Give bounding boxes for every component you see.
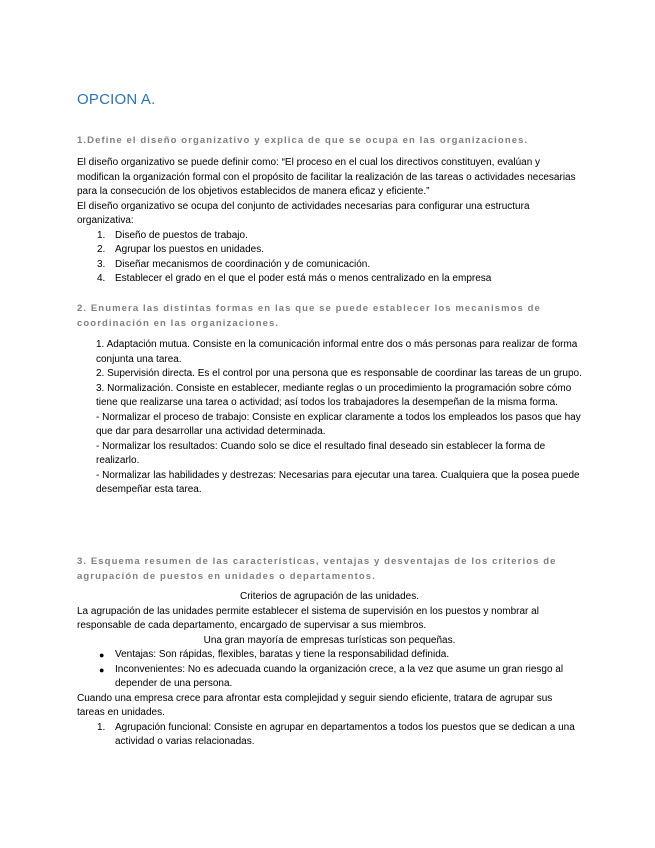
bullet-icon: ●	[99, 664, 105, 675]
question-3-bullets	[77, 648, 582, 692]
coordination-item: 3. Normalización. Consiste en establecer, mediante reglas o un procedimiento la programación sobre cómo tiene que realizarse una tarea o actividad; así todos los trabajadores la desempeñan de la misma forma.	[96, 382, 572, 408]
question-3-note: Una gran mayoría de empresas turísticas son pequeñas.	[203, 634, 456, 646]
question-2-heading: 2. Enumera las distintas formas en las que se puede establecer los mecanismos de coordinación en las organizaciones.	[77, 303, 541, 329]
question-1-body	[77, 156, 582, 287]
question-1-list	[77, 229, 582, 287]
question-3-list	[77, 721, 582, 750]
bullet-icon: ●	[99, 650, 105, 660]
question-3-intro: La agrupación de las unidades permite establecer el sistema de supervisión en los puestos y nombrar al responsable de cada departamento, encargado de supervisar a sus miembros.	[77, 605, 539, 631]
coordination-item: - Normalizar los resultados: Cuando solo se dice el resultado final deseado sin establecer la forma de realizarlo.	[96, 440, 546, 466]
list-item: 2. Agrupar los puestos en unidades.	[97, 244, 264, 255]
coordination-item: - Normalizar el proceso de trabajo: Consiste en explicar claramente a todos los empleados los pasos que hay que dar para desarrollar una actividad determinada.	[96, 411, 581, 437]
coordination-item: 1. Adaptación mutua. Consiste en la comunicación informal entre dos o más personas para realizar de forma conjunta una tarea.	[96, 339, 578, 365]
question-3-growth: Cuando una empresa crece para afrontar esta complejidad y seguir siendo eficiente, tratara de agrupar sus tareas en unidades.	[77, 692, 553, 718]
question-3-subtitle: Criterios de agrupación de las unidades.	[240, 591, 419, 602]
question-1-definition: El diseño organizativo se puede definir como: “El proceso en el cual los directivos constituyen, evalúan y modifican la organización formal con el propósito de facilitar la realización de las tareas o actividades necesarias para la consecución de los objetivos establecidos de manera eficaz y eficiente.”	[77, 157, 576, 197]
list-item: ● Ventajas: Son rápidas, flexibles, baratas y tiene la responsabilidad definida.	[77, 648, 582, 663]
question-1-heading: 1.Define el diseño organizativo y explica de que se ocupa en las organizaciones.	[77, 135, 529, 146]
list-item: ● Inconvenientes: No es adecuada cuando la organización crece, a la vez que asume un gran riesgo al depender de una persona.	[99, 663, 564, 689]
coordination-item: 2. Supervisión directa. Es el control por una persona que es responsable de coordinar las tareas de un grupo.	[96, 368, 582, 379]
question-3-heading: 3. Esquema resumen de las características, ventajas y desventajas de los criterios de agrupación de puestos en unidades o departamentos.	[77, 556, 557, 582]
question-2-body	[77, 338, 582, 498]
question-1-scope: El diseño organizativo se ocupa del conjunto de actividades necesarias para configurar una estructura organizativa:	[77, 200, 530, 226]
question-3-body	[77, 590, 582, 750]
list-item: 1. Diseño de puestos de trabajo.	[97, 229, 248, 241]
list-item: 4. Establecer el grado en el que el poder está más o menos centralizado en la empresa	[97, 273, 492, 284]
coordination-item: - Normalizar las habilidades y destrezas: Necesarias para ejecutar una tarea. Cualquiera que la posea puede desempeñar esta tarea.	[96, 469, 580, 495]
list-item: 1. Agrupación funcional: Consiste en agrupar en departamentos a todos los puestos que se dedican a una actividad o varias relacionadas.	[97, 721, 575, 747]
list-item: 3. Diseñar mecanismos de coordinación y de comunicación.	[97, 258, 371, 270]
document-title: OPCION A.	[77, 91, 156, 108]
